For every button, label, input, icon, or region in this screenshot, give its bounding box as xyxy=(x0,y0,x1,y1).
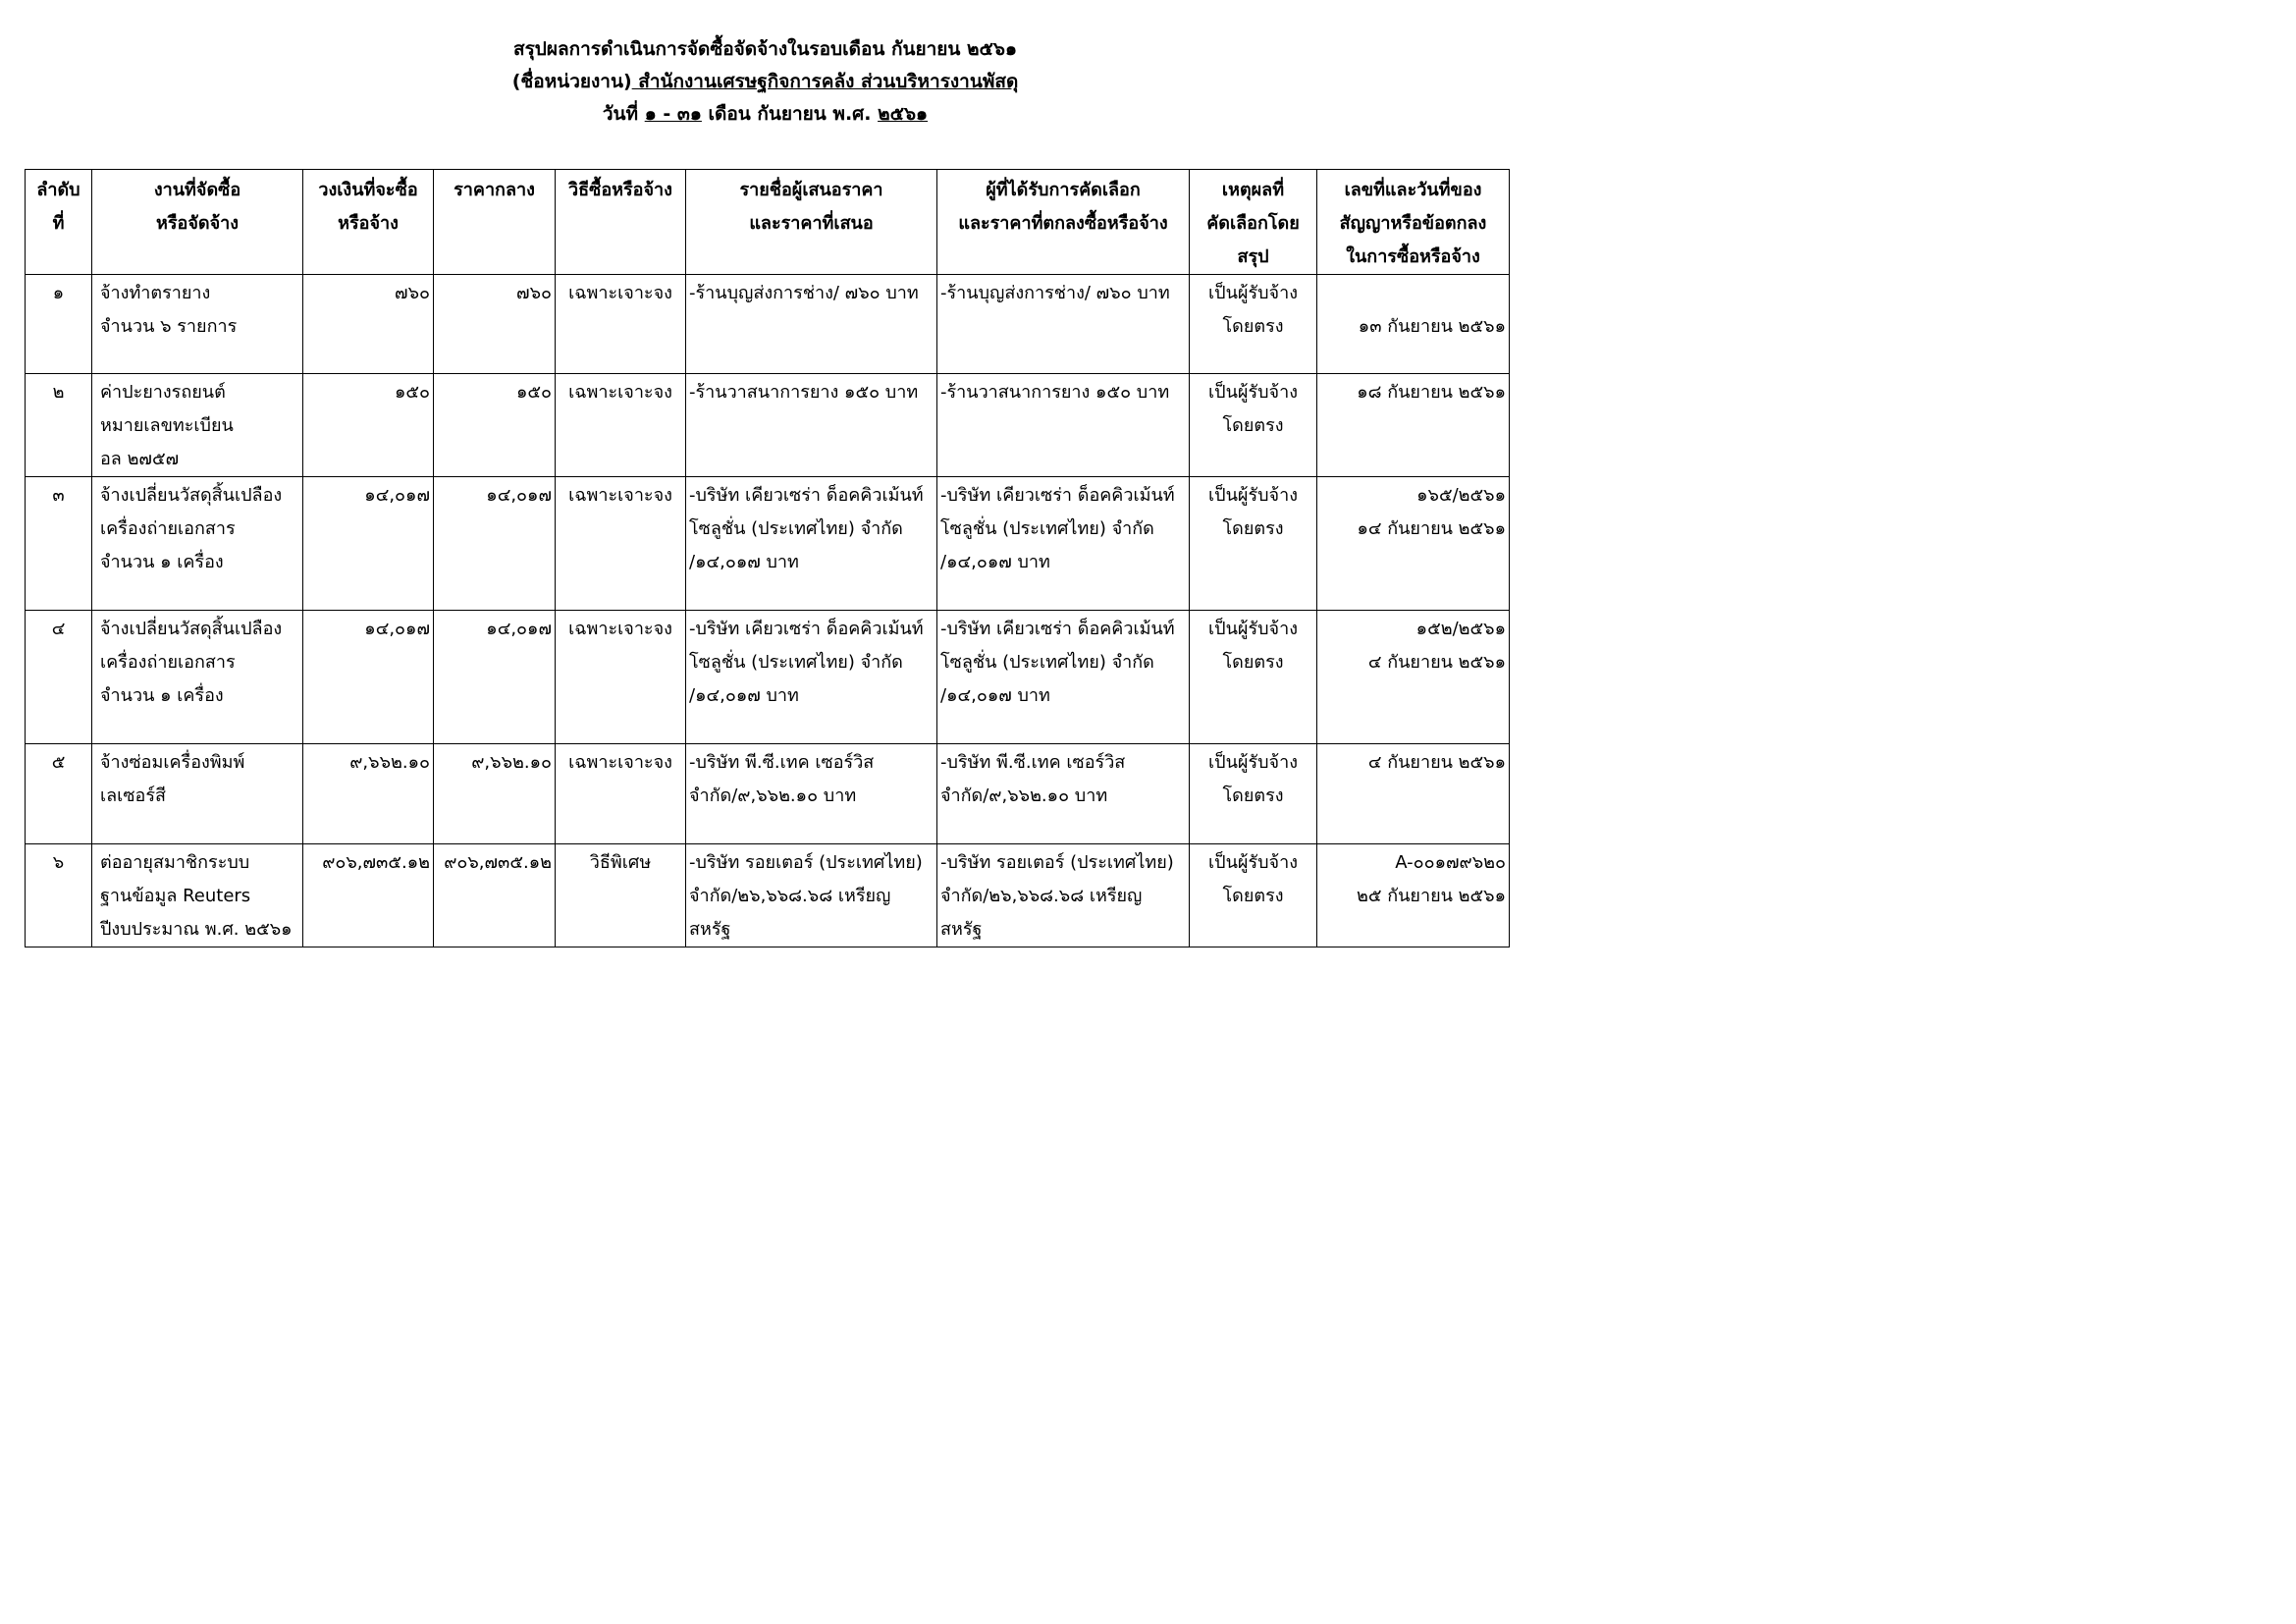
agency-label: (ชื่อหน่วยงาน) xyxy=(511,71,632,92)
agency-name: สำนักงานเศรษฐกิจการคลัง ส่วนบริหารงานพัสดุ xyxy=(631,71,1019,92)
header-cell: งานที่จัดซื้อ หรือจัดจ้าง xyxy=(92,170,303,275)
procurement-method: เฉพาะเจาะจง xyxy=(556,477,686,611)
row-number: ๕ xyxy=(26,744,92,844)
budget-amount: ๑๔,๐๑๗ xyxy=(303,611,434,744)
row-number: ๒ xyxy=(26,374,92,477)
row-number: ๓ xyxy=(26,477,92,611)
selected-vendor: -ร้านบุญส่งการช่าง/ ๗๖๐ บาท xyxy=(937,275,1190,374)
selected-vendor: -ร้านวาสนาการยาง ๑๕๐ บาท xyxy=(937,374,1190,477)
header-cell: เหตุผลที่ คัดเลือกโดย สรุป xyxy=(1190,170,1317,275)
procurement-method: เฉพาะเจาะจง xyxy=(556,744,686,844)
budget-amount: ๗๖๐ xyxy=(303,275,434,374)
procurement-item: ต่ออายุสมาชิกระบบ ฐานข้อมูล Reuters ปีงบประมาณ พ.ศ. ๒๕๖๑ xyxy=(92,844,303,947)
selected-vendor: -บริษัท พี.ซี.เทค เซอร์วิส จำกัด/๙,๖๖๒.๑๐ บาท xyxy=(937,744,1190,844)
header-cell: เลขที่และวันที่ของ สัญญาหรือข้อตกลง ในการซื้อหรือจ้าง xyxy=(1317,170,1510,275)
table-header-row xyxy=(26,170,1510,275)
procurement-method: วิธีพิเศษ xyxy=(556,844,686,947)
contract-reference: ๑๓ กันยายน ๒๕๖๑ xyxy=(1317,275,1510,374)
procurement-item: จ้างซ่อมเครื่องพิมพ์ เลเซอร์สี xyxy=(92,744,303,844)
procurement-method: เฉพาะเจาะจง xyxy=(556,611,686,744)
bidders-list: -บริษัท พี.ซี.เทค เซอร์วิส จำกัด/๙,๖๖๒.๑๐ บาท xyxy=(686,744,937,844)
selection-reason: เป็นผู้รับจ้าง โดยตรง xyxy=(1190,844,1317,947)
procurement-method: เฉพาะเจาะจง xyxy=(556,275,686,374)
table-row xyxy=(26,844,1510,947)
contract-reference: ๑๘ กันยายน ๒๕๖๑ xyxy=(1317,374,1510,477)
bidders-list: -บริษัท รอยเตอร์ (ประเทศไทย) จำกัด/๒๖,๖๖๘.๖๘ เหรียญ สหรัฐ xyxy=(686,844,937,947)
header-cell: รายชื่อผู้เสนอราคา และราคาที่เสนอ xyxy=(686,170,937,275)
header-cell: วงเงินที่จะซื้อ หรือจ้าง xyxy=(303,170,434,275)
contract-reference: ๔ กันยายน ๒๕๖๑ xyxy=(1317,744,1510,844)
contract-reference: ๑๖๕/๒๕๖๑ ๑๔ กันยายน ๒๕๖๑ xyxy=(1317,477,1510,611)
header-cell: ลำดับ ที่ xyxy=(26,170,92,275)
agency-line xyxy=(0,66,1530,98)
procurement-item: ค่าปะยางรถยนต์ หมายเลขทะเบียน อล ๒๗๕๗ xyxy=(92,374,303,477)
procurement-item: จ้างทำตรายาง จำนวน ๖ รายการ xyxy=(92,275,303,374)
budget-amount: ๙,๖๖๒.๑๐ xyxy=(303,744,434,844)
median-price: ๙๐๖,๗๓๕.๑๒ xyxy=(434,844,556,947)
procurement-table xyxy=(25,169,1510,947)
selection-reason: เป็นผู้รับจ้าง โดยตรง xyxy=(1190,275,1317,374)
procurement-item: จ้างเปลี่ยนวัสดุสิ้นเปลือง เครื่องถ่ายเอกสาร จำนวน ๑ เครื่อง xyxy=(92,611,303,744)
selection-reason: เป็นผู้รับจ้าง โดยตรง xyxy=(1190,374,1317,477)
selection-reason: เป็นผู้รับจ้าง โดยตรง xyxy=(1190,744,1317,844)
bidders-list: -ร้านบุญส่งการช่าง/ ๗๖๐ บาท xyxy=(686,275,937,374)
bidders-list: -บริษัท เคียวเซร่า ด็อคคิวเม้นท์ โซลูชั่น (ประเทศไทย) จำกัด /๑๔,๐๑๗ บาท xyxy=(686,611,937,744)
budget-amount: ๑๔,๐๑๗ xyxy=(303,477,434,611)
budget-amount: ๑๕๐ xyxy=(303,374,434,477)
table-row xyxy=(26,477,1510,611)
header-cell: ผู้ที่ได้รับการคัดเลือก และราคาที่ตกลงซื้อหรือจ้าง xyxy=(937,170,1190,275)
table-row xyxy=(26,744,1510,844)
bidders-list: -บริษัท เคียวเซร่า ด็อคคิวเม้นท์ โซลูชั่น (ประเทศไทย) จำกัด /๑๔,๐๑๗ บาท xyxy=(686,477,937,611)
median-price: ๑๔,๐๑๗ xyxy=(434,611,556,744)
date-range-days: ๑ - ๓๑ xyxy=(644,103,702,125)
date-range-line: วันที่ ๑ - ๓๑ เดือน กันยายน พ.ศ. ๒๕๖๑ xyxy=(602,103,929,125)
report-title: สรุปผลการดำเนินการจัดซื้อจัดจ้างในรอบเดือน กันยายน ๒๕๖๑ xyxy=(512,38,1018,60)
table-row xyxy=(26,611,1510,744)
contract-reference: A-๐๐๑๗๙๖๒๐ ๒๕ กันยายน ๒๕๖๑ xyxy=(1317,844,1510,947)
date-range-year: ๒๕๖๑ xyxy=(878,103,929,125)
row-number: ๔ xyxy=(26,611,92,744)
row-number: ๑ xyxy=(26,275,92,374)
row-number: ๖ xyxy=(26,844,92,947)
procurement-method: เฉพาะเจาะจง xyxy=(556,374,686,477)
selection-reason: เป็นผู้รับจ้าง โดยตรง xyxy=(1190,477,1317,611)
contract-reference: ๑๕๒/๒๕๖๑ ๔ กันยายน ๒๕๖๑ xyxy=(1317,611,1510,744)
table-row xyxy=(26,275,1510,374)
table-row xyxy=(26,374,1510,477)
bidders-list: -ร้านวาสนาการยาง ๑๕๐ บาท xyxy=(686,374,937,477)
selected-vendor: -บริษัท เคียวเซร่า ด็อคคิวเม้นท์ โซลูชั่น (ประเทศไทย) จำกัด /๑๔,๐๑๗ บาท xyxy=(937,611,1190,744)
header-cell: ราคากลาง xyxy=(434,170,556,275)
procurement-item: จ้างเปลี่ยนวัสดุสิ้นเปลือง เครื่องถ่ายเอกสาร จำนวน ๑ เครื่อง xyxy=(92,477,303,611)
selected-vendor: -บริษัท รอยเตอร์ (ประเทศไทย) จำกัด/๒๖,๖๖๘.๖๘ เหรียญ สหรัฐ xyxy=(937,844,1190,947)
median-price: ๑๕๐ xyxy=(434,374,556,477)
document-header xyxy=(0,33,1530,131)
median-price: ๙,๖๖๒.๑๐ xyxy=(434,744,556,844)
selection-reason: เป็นผู้รับจ้าง โดยตรง xyxy=(1190,611,1317,744)
header-cell: วิธีซื้อหรือจ้าง xyxy=(556,170,686,275)
budget-amount: ๙๐๖,๗๓๕.๑๒ xyxy=(303,844,434,947)
selected-vendor: -บริษัท เคียวเซร่า ด็อคคิวเม้นท์ โซลูชั่น (ประเทศไทย) จำกัด /๑๔,๐๑๗ บาท xyxy=(937,477,1190,611)
median-price: ๗๖๐ xyxy=(434,275,556,374)
median-price: ๑๔,๐๑๗ xyxy=(434,477,556,611)
